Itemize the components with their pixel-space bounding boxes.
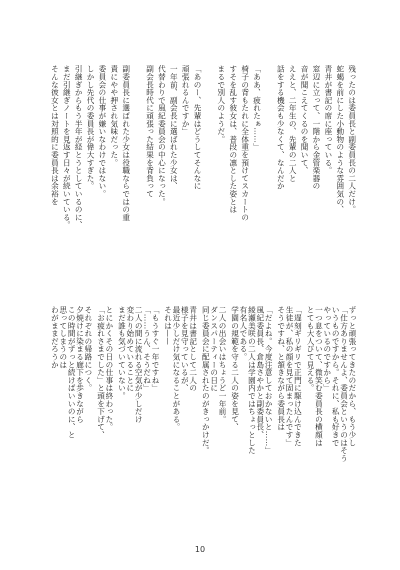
text-column: 委員会の仕事が嫌いなわけではない。 — [97, 65, 107, 198]
text-column: 最近少しだけ気になることがある。 — [171, 306, 181, 431]
text-column — [133, 65, 141, 273]
text-column: まだ誰も気づいていない。 — [117, 306, 127, 400]
text-column: 頑張れるんですか」 — [181, 65, 191, 136]
text-column: まだ引継ぎノートを見返す日々が続いている。 — [62, 65, 72, 229]
text-column: それは—— — [163, 306, 173, 345]
text-column: 有名人である。 — [238, 306, 248, 361]
text-column: 「もうすぐ一年ですね」 — [151, 306, 160, 392]
text-column: 責にやや押され気味だった。 — [109, 65, 119, 167]
text-column: 綾瀬美咲の二人は学園内ではちょっとした — [247, 306, 257, 455]
text-column: 夕焼けに染まる廊下を歩きながら — [75, 306, 85, 423]
text-column: それぞれの帰路につく。 — [83, 306, 93, 392]
text-column: そうですね、と頷きながら委員長は — [276, 306, 286, 431]
text-column: とても大人びて見える。 — [306, 306, 316, 392]
text-column: 様子を見守っているが、 — [180, 306, 190, 392]
text-column: 窓辺に立って、一階から金管楽器の — [311, 65, 321, 190]
text-column: そんな彼女とは対照的に委員長は余裕を — [50, 65, 60, 206]
text-column: 音が聞こえてくるのを聞いて、 — [300, 65, 310, 175]
text-column: 二人の出会いはちょうど一年前。 — [218, 306, 228, 423]
text-column: 「あのー、先輩はどうしてそんなに — [193, 65, 203, 190]
text-column: 同じ委員会に配属されたのがきっかけだ。 — [201, 306, 211, 455]
text-column: まるで別人のようだ。 — [216, 65, 226, 143]
text-column — [205, 65, 213, 273]
text-column: ダンスパーティーの日に — [209, 306, 219, 392]
text-column: 学園の規範を守る二人の姿を見て、 — [230, 306, 240, 431]
text-column: 思ってしまうのは — [58, 306, 68, 369]
text-column: 生徒が、私の顔を見て固まったんです」 — [285, 306, 295, 447]
text-column: とにかくその日の仕事は終わった。 — [104, 306, 114, 431]
text-column: 「遅刻ギリギリで正門に駆け込んできた — [293, 306, 303, 447]
text-column: 椅子の背もたれに全体重を預けてスカートの — [240, 65, 250, 221]
text-column: ええと、二年生の、先輩の二人と — [288, 65, 298, 182]
text-column: 副会長時代に頑張った結果を背負って — [145, 65, 155, 198]
text-column: 「お疲れさまでした」と頭を下げて、 — [96, 306, 106, 439]
text-column: 蛇蝎を前にした小動物のような雰囲気の、 — [335, 65, 345, 214]
text-column: いうものですから。それに、私も好きで — [331, 306, 341, 447]
text-column: 「だよね。今度注意しておかないと……」 — [264, 306, 274, 455]
text-column: 一年前、副会長に選ばれた少女は、 — [169, 65, 179, 190]
text-column: 残ったのは委員長と副委員長の二人だけ。 — [347, 65, 357, 214]
text-column: わがままだろうか — [50, 306, 60, 369]
text-column: やっているのですから」 — [322, 306, 332, 392]
text-column: 副委員長に選ばれた少女は役職ならではの重 — [121, 65, 131, 221]
text-column — [264, 65, 272, 273]
text-block-bottom — [50, 306, 356, 522]
text-column: しかし先代の委員長が偉大すぎた。 — [86, 65, 96, 190]
text-column: 一つ息をついて、微笑む委員長の横顔は — [314, 306, 324, 447]
text-column: この時間がずっと続けばいいのに、と — [67, 306, 77, 439]
text-column: 代替わりで風紀委員会の中心になった。 — [157, 65, 167, 206]
text-column: 話をする機会も少なくて、なんだか — [276, 65, 286, 190]
text-column: 「ああ、疲れたぁ……」 — [252, 65, 262, 151]
page-number: 10 — [194, 545, 206, 554]
text-block-top — [50, 65, 356, 273]
text-column: 二人の間に流れる空気が少しだけ — [134, 306, 144, 423]
text-column: 青井が書記の席に座っている。 — [323, 65, 333, 175]
text-column: 変わり始めていることに — [125, 306, 135, 392]
text-column: 「……うん、そうだね」 — [142, 306, 152, 392]
text-column: ずっと頑張ってきたのだから、もう少し — [347, 306, 357, 447]
text-column: すそを乱す彼女は、普段の凛とした姿とは — [228, 65, 238, 214]
text-column: 青井は書記として二人の — [188, 306, 198, 392]
text-column: 風紀委員長、倉島さやかと副委員長、 — [255, 306, 265, 439]
text-column: 引継ぎからもう半年が経とうとしているのに、 — [74, 65, 84, 229]
text-column: 「仕方ありませんよ、委員会というのはそう — [339, 306, 349, 462]
